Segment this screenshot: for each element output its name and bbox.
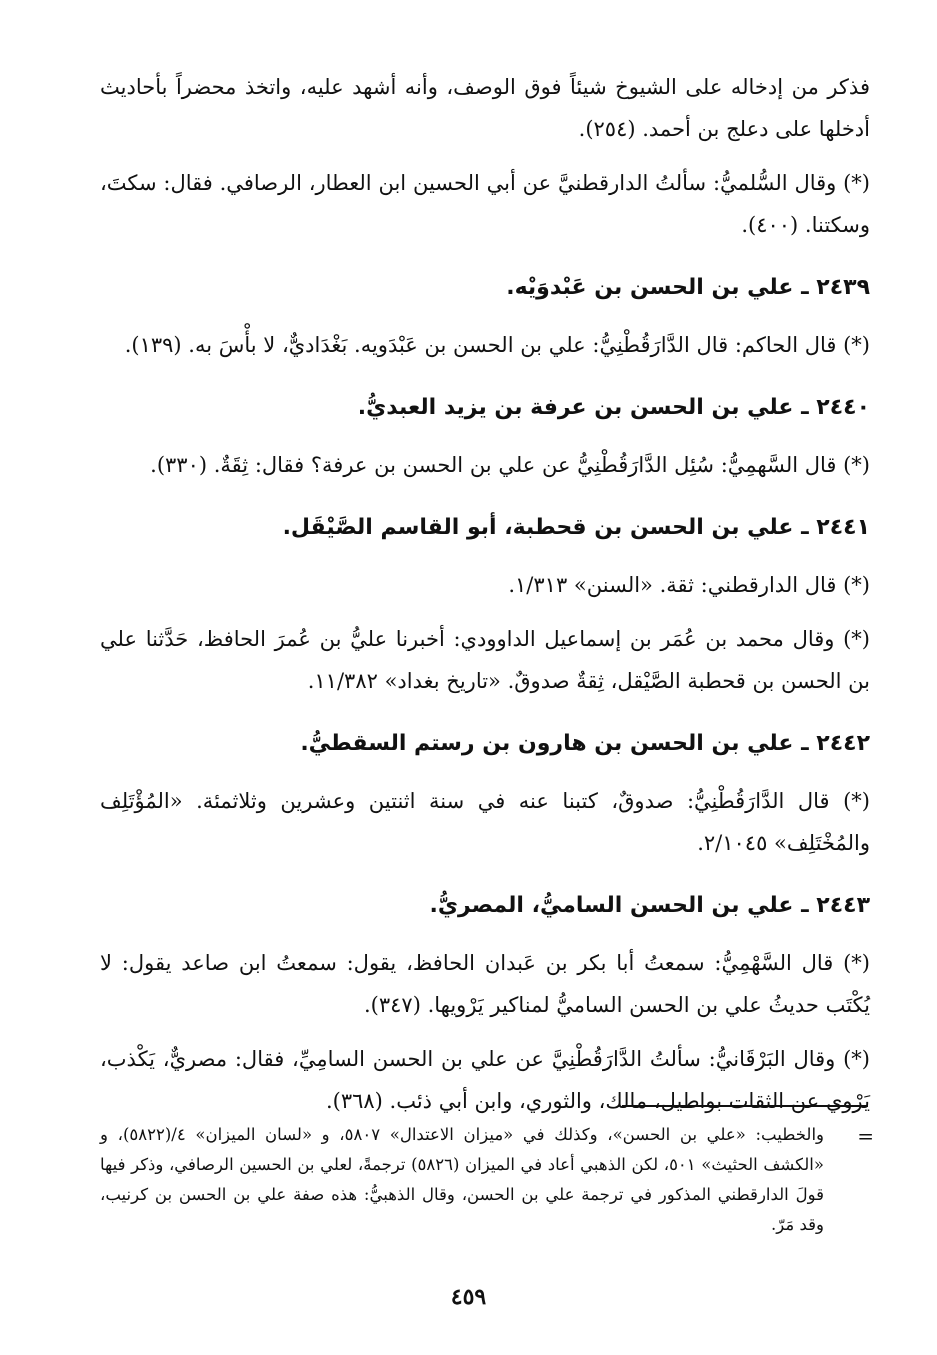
paragraph: (*) وقال البَرْقَانيُّ: سألتُ الدَّارَقُطْنِيَّ عن علي بن الحسن السامِيِّ، فقال: مصريٌّ، يَكْذب، يَرْوي عن الثقات بواطيل، مالك، والثوري، وابن أبي ذئب. (٣٦٨). — [100, 1047, 870, 1113]
footnote-block — [100, 1120, 874, 1240]
entry-heading: ٢٤٣٩ ـ علي بن الحسن بن عَبْدوَيْه. — [506, 275, 870, 300]
entry-heading: ٢٤٤٣ ـ علي بن الحسن الساميُّ، المصريُّ. — [429, 893, 870, 918]
paragraph: (*) قال الدَّارَقُطْنِيُّ: صدوقٌ، كتبنا عنه في سنة اثنتين وعشرين وثلاثمئة. «المُؤْتَلِف والمُخْتَلِف» ٢/١٠٤٥. — [100, 789, 870, 855]
paragraph: (*) وقال محمد بن عُمَر بن إسماعيل الداوودي: أخبرنا عليُّ بن عُمرَ الحافظ، حَدَّثنا علي بن الحسن بن قحطبة الصَّيْقل، ثِقةٌ صدوقٌ. «تاريخ بغداد» ١١/٣٨٢. — [100, 627, 870, 693]
paragraph: (*) قال الدارقطني: ثقة. «السنن» ١/٣١٣. — [508, 573, 870, 597]
paragraph: (*) قال السَّهْمِيُّ: سمعتُ أبا بكر بن عَبدان الحافظ، يقول: سمعتُ ابن صاعد يقول: لا يُكْتَب حديثُ علي بن الحسن الساميُّ لمناكير يَرْويها. (٣٤٧). — [100, 951, 870, 1017]
paragraph: (*) قال السَّهمِيُّ: سُئِل الدَّارَقُطْنِيُّ عن علي بن الحسن بن عرفة؟ فقال: ثِقَةٌ. (٣٣٠). — [150, 453, 870, 477]
entry-heading: ٢٤٤٢ ـ علي بن الحسن بن هارون بن رستم السقطيُّ. — [300, 731, 870, 756]
footnote-divider — [622, 1105, 868, 1107]
paragraph: (*) وقال السُّلميُّ: سألتُ الدارقطنيَّ عن أبي الحسين ابن العطار، الرصافي. فقال: سكتَ، وسكتنا. (٤٠٠). — [100, 171, 870, 237]
footnote-text: والخطيب: «علي بن الحسن»، وكذلك في «ميزان الاعتدال» ٥٨٠٧، و «لسان الميزان» ٤/(٥٨٢٢)، و «الكشف الحثيث» ٥٠١، لكن الذهبي أعاد في الميزان (٥٨٢٦) ترجمةً، لعلي بن الحسين الرصافي، وذكر فيها قولَ الدارقطني المذكور في ترجمة علي بن الحسن، وقال الذهبيُّ: هذه صفة علي بن الحسن بن كرنيب، وقد مَرّ. — [100, 1125, 824, 1234]
page-number: ٤٥٩ — [450, 1284, 487, 1310]
entry-heading: ٢٤٤٠ ـ علي بن الحسن بن عرفة بن يزيد العبديُّ. — [357, 395, 870, 420]
footnote-continuation-mark: = — [857, 1124, 874, 1148]
paragraph: (*) قال الحاكم: قال الدَّارَقُطْنِيُّ: علي بن الحسن بن عَبْدَويه. بَغْدَاديٌّ، لا بأْسَ به. (١٣٩). — [124, 333, 870, 357]
main-text — [100, 66, 870, 1134]
paragraph: فذكر من إدخاله على الشيوخ شيئاً فوق الوصف، وأنه أشهد عليه، واتخذ محضراً بأحاديث أدخلها على دعلج بن أحمد. (٢٥٤). — [100, 75, 870, 141]
entry-heading: ٢٤٤١ ـ علي بن الحسن بن قحطبة، أبو القاسم الصَّيْقَل. — [282, 515, 870, 540]
